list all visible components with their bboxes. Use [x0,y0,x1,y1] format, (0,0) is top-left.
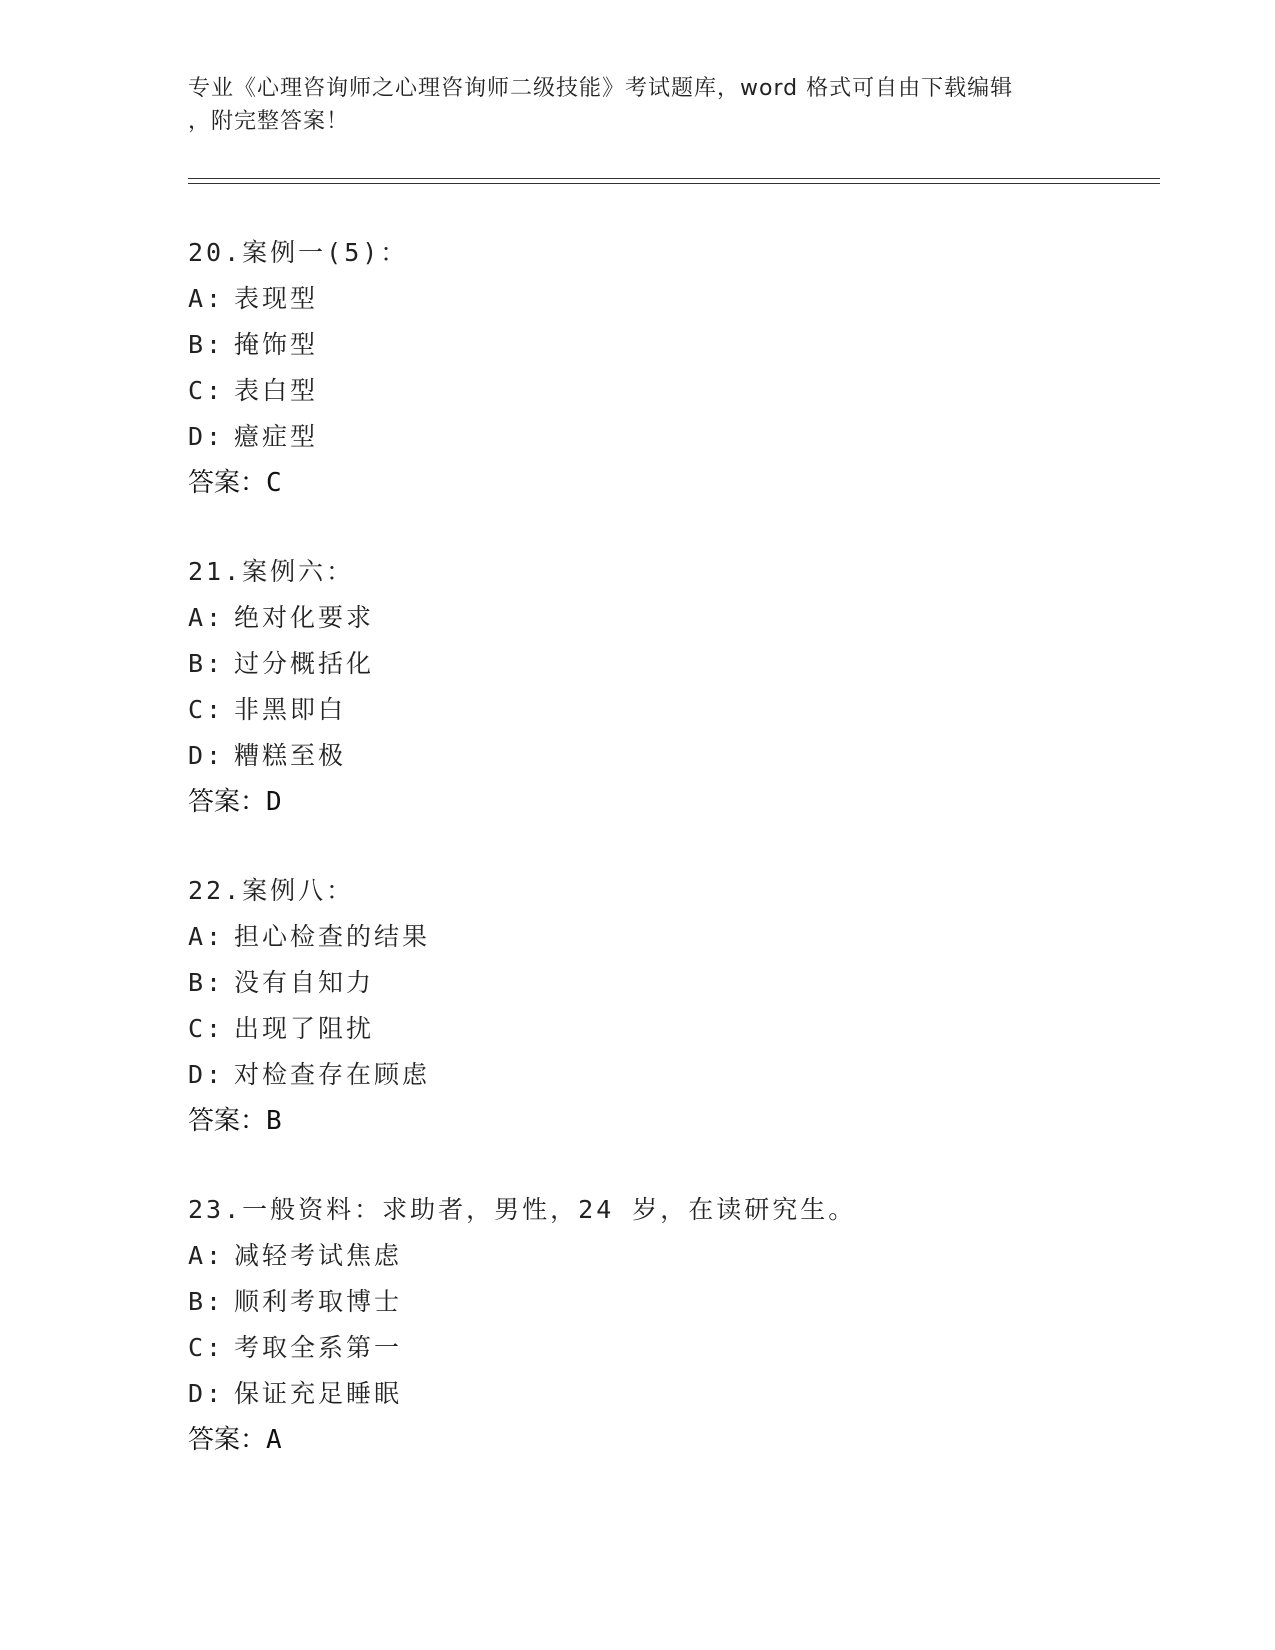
option-key: A: [188,284,225,313]
option-a [188,276,1148,322]
option-key: A: [188,922,225,951]
option-key: C: [188,1333,225,1362]
answer-label: 答案： [188,1106,267,1136]
option-d [188,1371,1148,1417]
option-text: 非黑即白 [234,695,347,724]
header-line-2: ，附完整答案！ [188,109,350,134]
question-block-23 [188,1187,1148,1463]
option-text: 保证充足睡眠 [234,1379,403,1408]
question-stem: 23.一般资料：求助者，男性，24 岁，在读研究生。 [188,1195,857,1224]
header-line-1: 专业《心理咨询师之心理咨询师二级技能》考试题库，word 格式可自由下载编辑 [188,76,1014,101]
answer-line [188,779,1148,825]
option-key: B: [188,1287,225,1316]
option-d [188,733,1148,779]
option-text: 出现了阻扰 [234,1014,375,1043]
question-block-22 [188,868,1148,1144]
answer-value: A [266,1425,282,1455]
option-c [188,687,1148,733]
answer-value: C [266,468,282,498]
option-b [188,322,1148,368]
answer-value: B [266,1106,282,1136]
answer-label: 答案： [188,468,267,498]
option-d [188,1052,1148,1098]
option-key: D: [188,422,225,451]
option-key: D: [188,1060,225,1089]
option-a [188,595,1148,641]
question-stem: 21.案例六： [188,557,355,586]
document-header [188,72,1088,138]
option-a [188,914,1148,960]
option-key: A: [188,1241,225,1270]
header-divider-bottom [188,183,1160,184]
question-stem: 20.案例一(5)： [188,238,409,267]
option-key: D: [188,1379,225,1408]
option-c [188,1325,1148,1371]
answer-line [188,1417,1148,1463]
option-key: A: [188,603,225,632]
answer-label: 答案： [188,787,267,817]
option-key: B: [188,649,225,678]
option-text: 考取全系第一 [234,1333,403,1362]
answer-value: D [266,787,282,817]
option-key: B: [188,330,225,359]
header-divider-top [188,178,1160,179]
option-b [188,641,1148,687]
option-text: 糟糕至极 [234,741,347,770]
option-text: 没有自知力 [234,968,375,997]
option-key: C: [188,1014,225,1043]
question-block-21 [188,549,1148,825]
option-text: 掩饰型 [234,330,319,359]
option-key: C: [188,695,225,724]
option-key: C: [188,376,225,405]
question-stem: 22.案例八： [188,876,355,905]
option-d [188,414,1148,460]
option-text: 过分概括化 [234,649,375,678]
answer-line [188,1098,1148,1144]
answer-label: 答案： [188,1425,267,1455]
question-block-20 [188,230,1148,506]
option-c [188,368,1148,414]
option-a [188,1233,1148,1279]
answer-line [188,460,1148,506]
option-key: D: [188,741,225,770]
option-b [188,1279,1148,1325]
option-text: 表白型 [234,376,319,405]
option-key: B: [188,968,225,997]
option-text: 绝对化要求 [234,603,375,632]
option-b [188,960,1148,1006]
option-c [188,1006,1148,1052]
option-text: 减轻考试焦虑 [234,1241,403,1270]
option-text: 顺利考取博士 [234,1287,403,1316]
option-text: 对检查存在顾虑 [234,1060,431,1089]
option-text: 癔症型 [234,422,319,451]
option-text: 担心检查的结果 [234,922,431,951]
option-text: 表现型 [234,284,319,313]
